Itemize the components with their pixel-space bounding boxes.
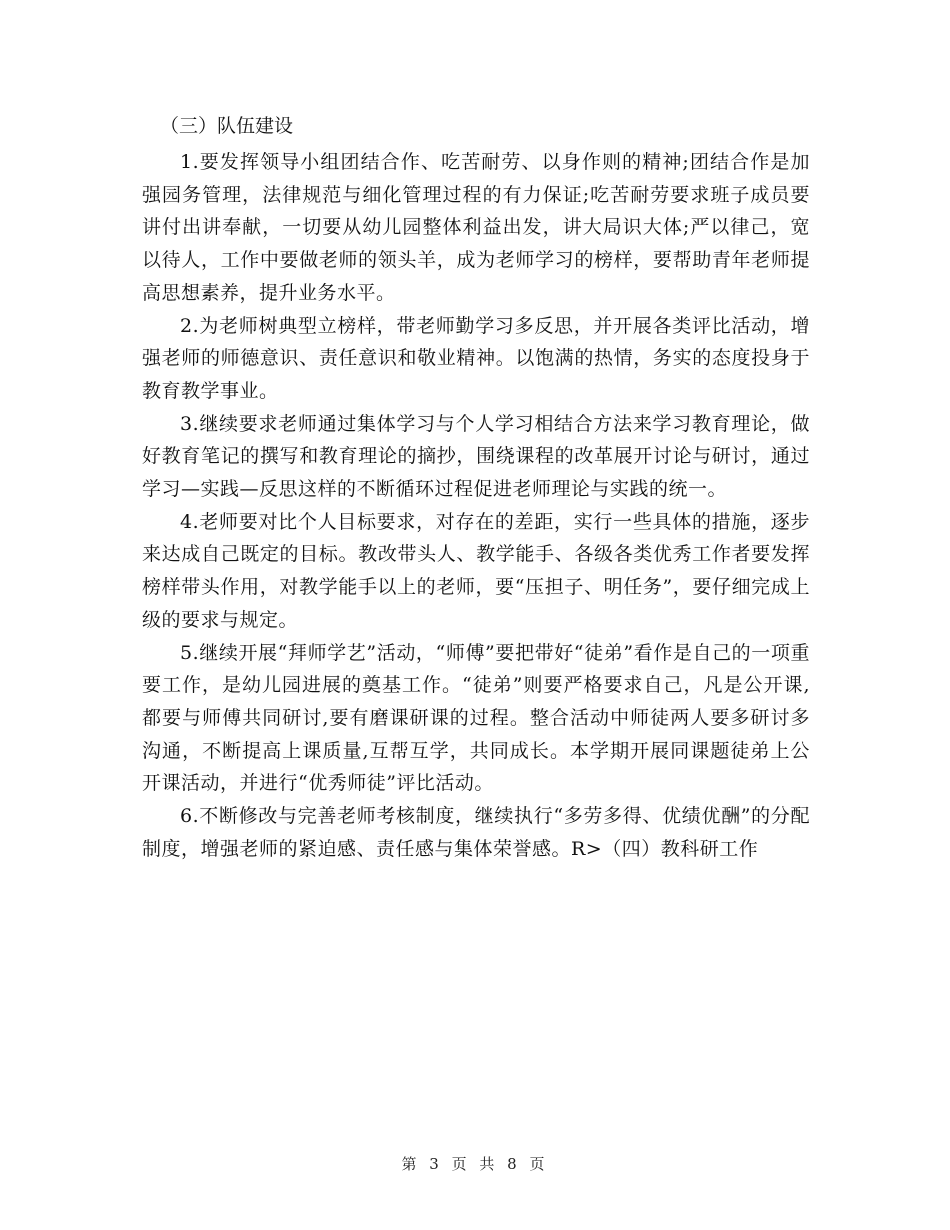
page-footer: 第 3 页 共 8 页 xyxy=(401,1155,549,1173)
paragraph-6: 6.不断修改与完善老师考核制度，继续执行“多劳多得、优绩优酬”的分配制度，增强老师的紧迫感、责任感与集体荣誉感。R>（四）教科研工作 xyxy=(142,805,810,860)
document-body xyxy=(142,110,810,865)
paragraph-4: 4.老师要对比个人目标要求，对存在的差距，实行一些具体的措施，逐步来达成自己既定的目标。教改带头人、教学能手、各级各类优秀工作者要发挥榜样带头作用，对教学能手以上的老师，要“压担子、明任务”，要仔细完成上级的要求与规定。 xyxy=(142,510,810,631)
paragraph-1: 1.要发挥领导小组团结合作、吃苦耐劳、以身作则的精神;团结合作是加强园务管理，法律规范与细化管理过程的有力保证;吃苦耐劳要求班子成员要讲付出讲奉献，一切要从幼儿园整体利益出发，讲大局识大体;严以律己，宽以待人，工作中要做老师的领头羊，成为老师学习的榜样，要帮助青年老师提高思想素养，提升业务水平。 xyxy=(142,151,810,304)
paragraph-2: 2.为老师树典型立榜样，带老师勤学习多反思，并开展各类评比活动，增强老师的师德意识、责任意识和敬业精神。以饱满的热情，务实的态度投身于教育教学事业。 xyxy=(142,314,810,402)
paragraph-5: 5.继续开展“拜师学艺”活动，“师傅”要把带好“徒弟”看作是自己的一项重要工作，是幼儿园进展的奠基工作。“徒弟”则要严格要求自己，凡是公开课,都要与师傅共同研讨,要有磨课研课的过程。整合活动中师徒两人要多研讨多沟通，不断提高上课质量,互帮互学，共同成长。本学期开展同课题徒弟上公开课活动，并进行“优秀师徒”评比活动。 xyxy=(142,641,810,795)
paragraph-3: 3.继续要求老师通过集体学习与个人学习相结合方法来学习教育理论，做好教育笔记的撰写和教育理论的摘抄，围绕课程的改革展开讨论与研讨，通过学习—实践—反思这样的不断循环过程促进老师理论与实践的统一。 xyxy=(142,412,810,501)
section-heading: （三）队伍建设 xyxy=(160,115,294,137)
